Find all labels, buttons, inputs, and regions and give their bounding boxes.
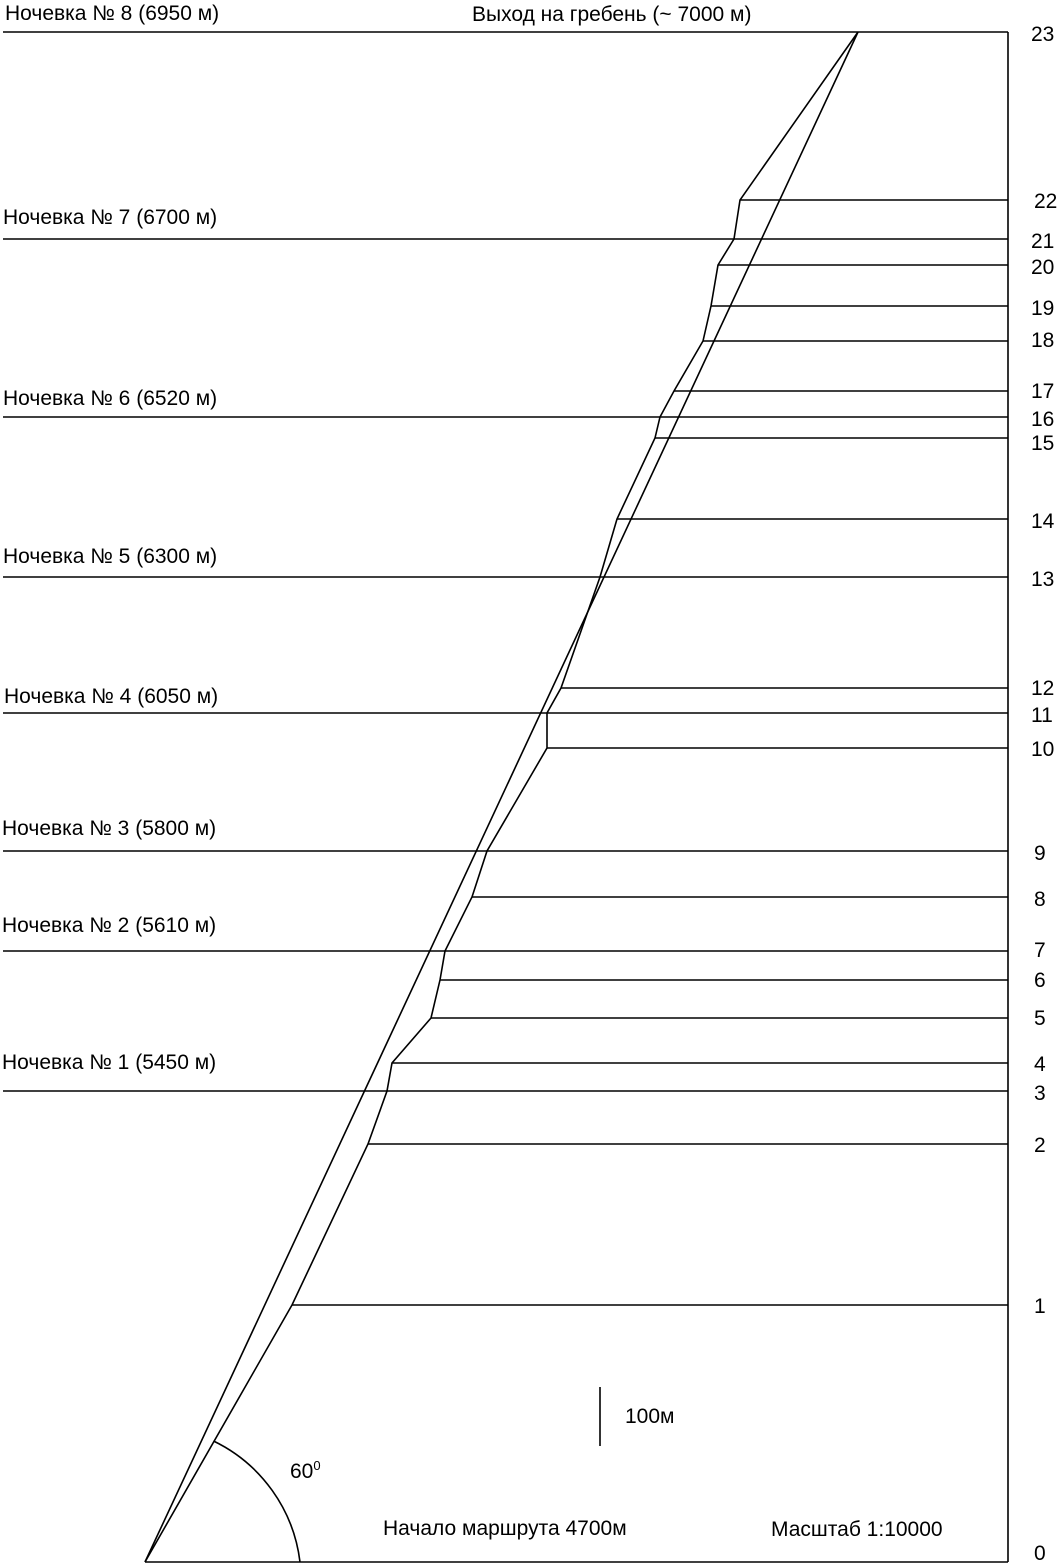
section-number-14: 14 <box>1031 510 1055 533</box>
section-number-2: 2 <box>1034 1134 1046 1157</box>
section-number-18: 18 <box>1031 329 1055 352</box>
section-number-23: 23 <box>1031 23 1055 46</box>
reference-slope-line <box>145 32 858 1562</box>
camp-label-2: Ночевка № 2 (5610 м) <box>2 914 217 937</box>
section-number-10: 10 <box>1031 738 1055 761</box>
route-start-label: Начало маршрута 4700м <box>383 1517 627 1540</box>
camp-label-1: Ночевка № 1 (5450 м) <box>2 1051 217 1074</box>
section-numbers <box>1031 23 1057 1565</box>
section-number-12: 12 <box>1031 677 1055 700</box>
angle-arc <box>214 1441 301 1562</box>
camp-label-4: Ночевка № 4 (6050 м) <box>4 685 219 708</box>
section-number-7: 7 <box>1034 939 1046 962</box>
section-number-8: 8 <box>1034 888 1046 911</box>
section-number-4: 4 <box>1034 1053 1046 1076</box>
section-number-11: 11 <box>1031 704 1053 727</box>
section-number-1: 1 <box>1034 1295 1046 1318</box>
camp-label-6: Ночевка № 6 (6520 м) <box>3 387 218 410</box>
section-number-19: 19 <box>1031 297 1055 320</box>
section-number-9: 9 <box>1034 842 1046 865</box>
section-lines <box>292 200 1008 1305</box>
section-number-5: 5 <box>1034 1007 1046 1030</box>
section-number-15: 15 <box>1031 432 1055 455</box>
section-number-21: 21 <box>1031 230 1055 253</box>
section-number-17: 17 <box>1031 380 1055 403</box>
camp-labels <box>2 2 219 1074</box>
scale-label: Масштаб 1:10000 <box>771 1518 943 1541</box>
camp-label-5: Ночевка № 5 (6300 м) <box>3 545 218 568</box>
section-number-6: 6 <box>1034 969 1046 992</box>
camp-label-7: Ночевка № 7 (6700 м) <box>3 206 218 229</box>
angle-label: $60^0$ <box>290 1458 321 1483</box>
ridge-exit-label: Выход на гребень (~ 7000 м) <box>472 3 752 26</box>
camp-label-3: Ночевка № 3 (5800 м) <box>2 817 217 840</box>
section-number-22: 22 <box>1034 190 1058 213</box>
scale-bar-label: 100м <box>625 1405 675 1428</box>
section-number-16: 16 <box>1031 408 1055 431</box>
camp-label-8: Ночевка № 8 (6950 м) <box>5 2 220 25</box>
section-number-13: 13 <box>1031 568 1055 591</box>
section-number-20: 20 <box>1031 256 1055 279</box>
section-number-3: 3 <box>1034 1082 1046 1105</box>
section-number-0: 0 <box>1034 1542 1046 1565</box>
